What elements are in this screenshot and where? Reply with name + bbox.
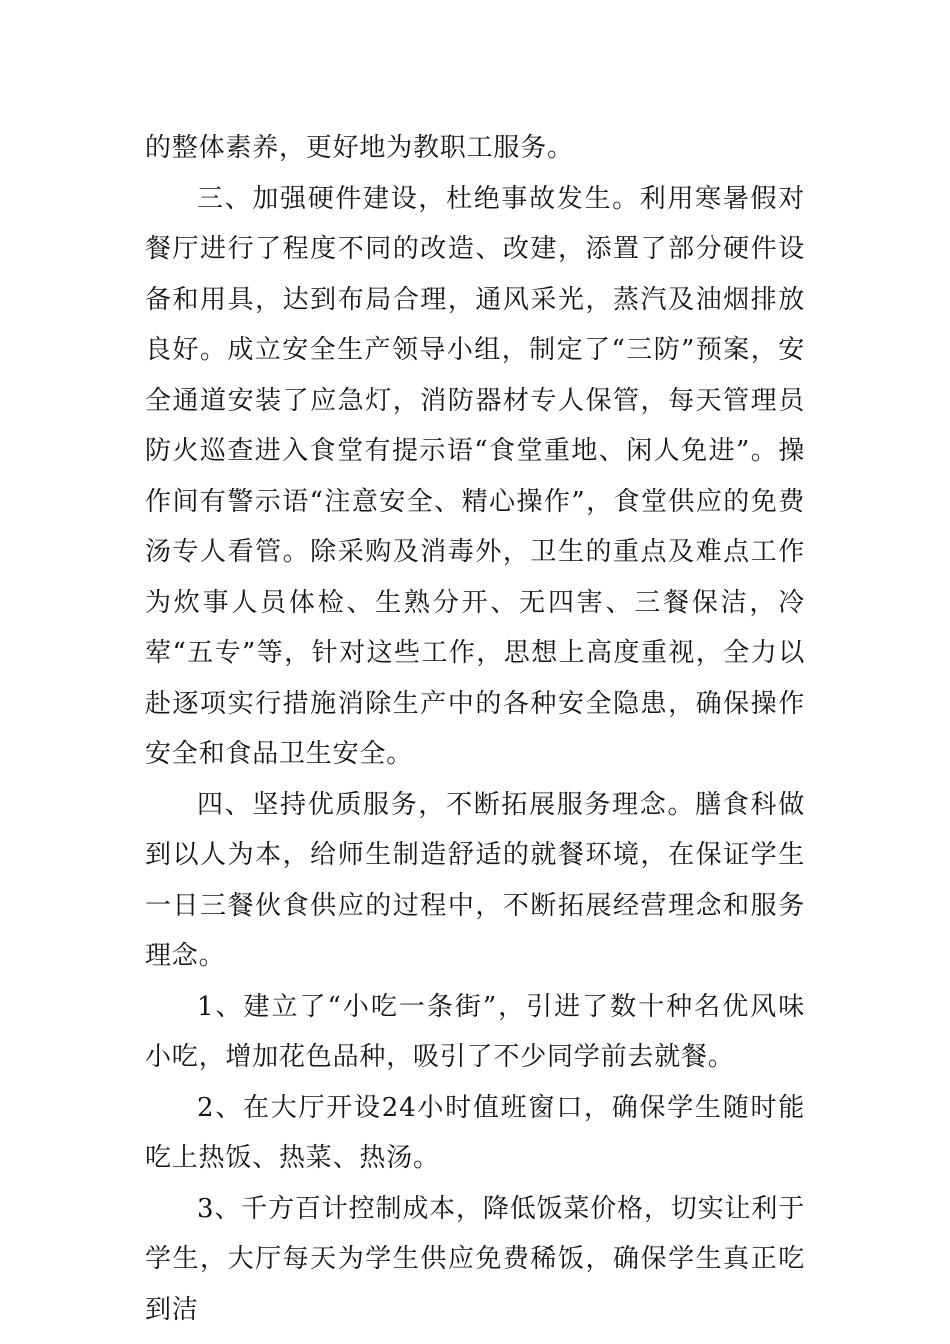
document-body bbox=[145, 123, 805, 1335]
paragraph-continuation: 的整体素养，更好地为教职工服务。 bbox=[145, 133, 574, 163]
paragraph-item-3: 3、千方百计控制成本，降低饭菜价格，切实让利于学生，大厅每天为学生供应免费稀饭，确保学生真正吃到洁 bbox=[145, 1193, 805, 1325]
paragraph-item-2: 2、在大厅开设24小时值班窗口，确保学生随时能吃上热饭、热菜、热汤。 bbox=[145, 1092, 805, 1173]
paragraph-section-three: 三、加强硬件建设，杜绝事故发生。利用寒暑假对餐厅进行了程度不同的改造、改建，添置了部分硬件设备和用具，达到布局合理，通风采光，蒸汽及油烟排放良好。成立安全生产领导小组，制定了“三防”预案，安全通道安装了应急灯，消防器材专人保管，每天管理员防火巡查进入食堂有提示语“食堂重地、闲人免进”。操作间有警示语“注意安全、精心操作”，食堂供应的免费汤专人看管。除采购及消毒外，卫生的重点及难点工作为炊事人员体检、生熟分开、无四害、三餐保洁，冷荤“五专”等，针对这些工作，思想上高度重视，全力以赴逐项实行措施消除生产中的各种安全隐患，确保操作安全和食品卫生安全。 bbox=[145, 183, 805, 769]
paragraph-item-1: 1、建立了“小吃一条街”，引进了数十种名优风味小吃，增加花色品种，吸引了不少同学前去就餐。 bbox=[145, 991, 805, 1072]
paragraph-section-four: 四、坚持优质服务，不断拓展服务理念。膳食科做到以人为本，给师生制造舒适的就餐环境，在保证学生一日三餐伙食供应的过程中，不断拓展经营理念和服务理念。 bbox=[145, 789, 805, 971]
